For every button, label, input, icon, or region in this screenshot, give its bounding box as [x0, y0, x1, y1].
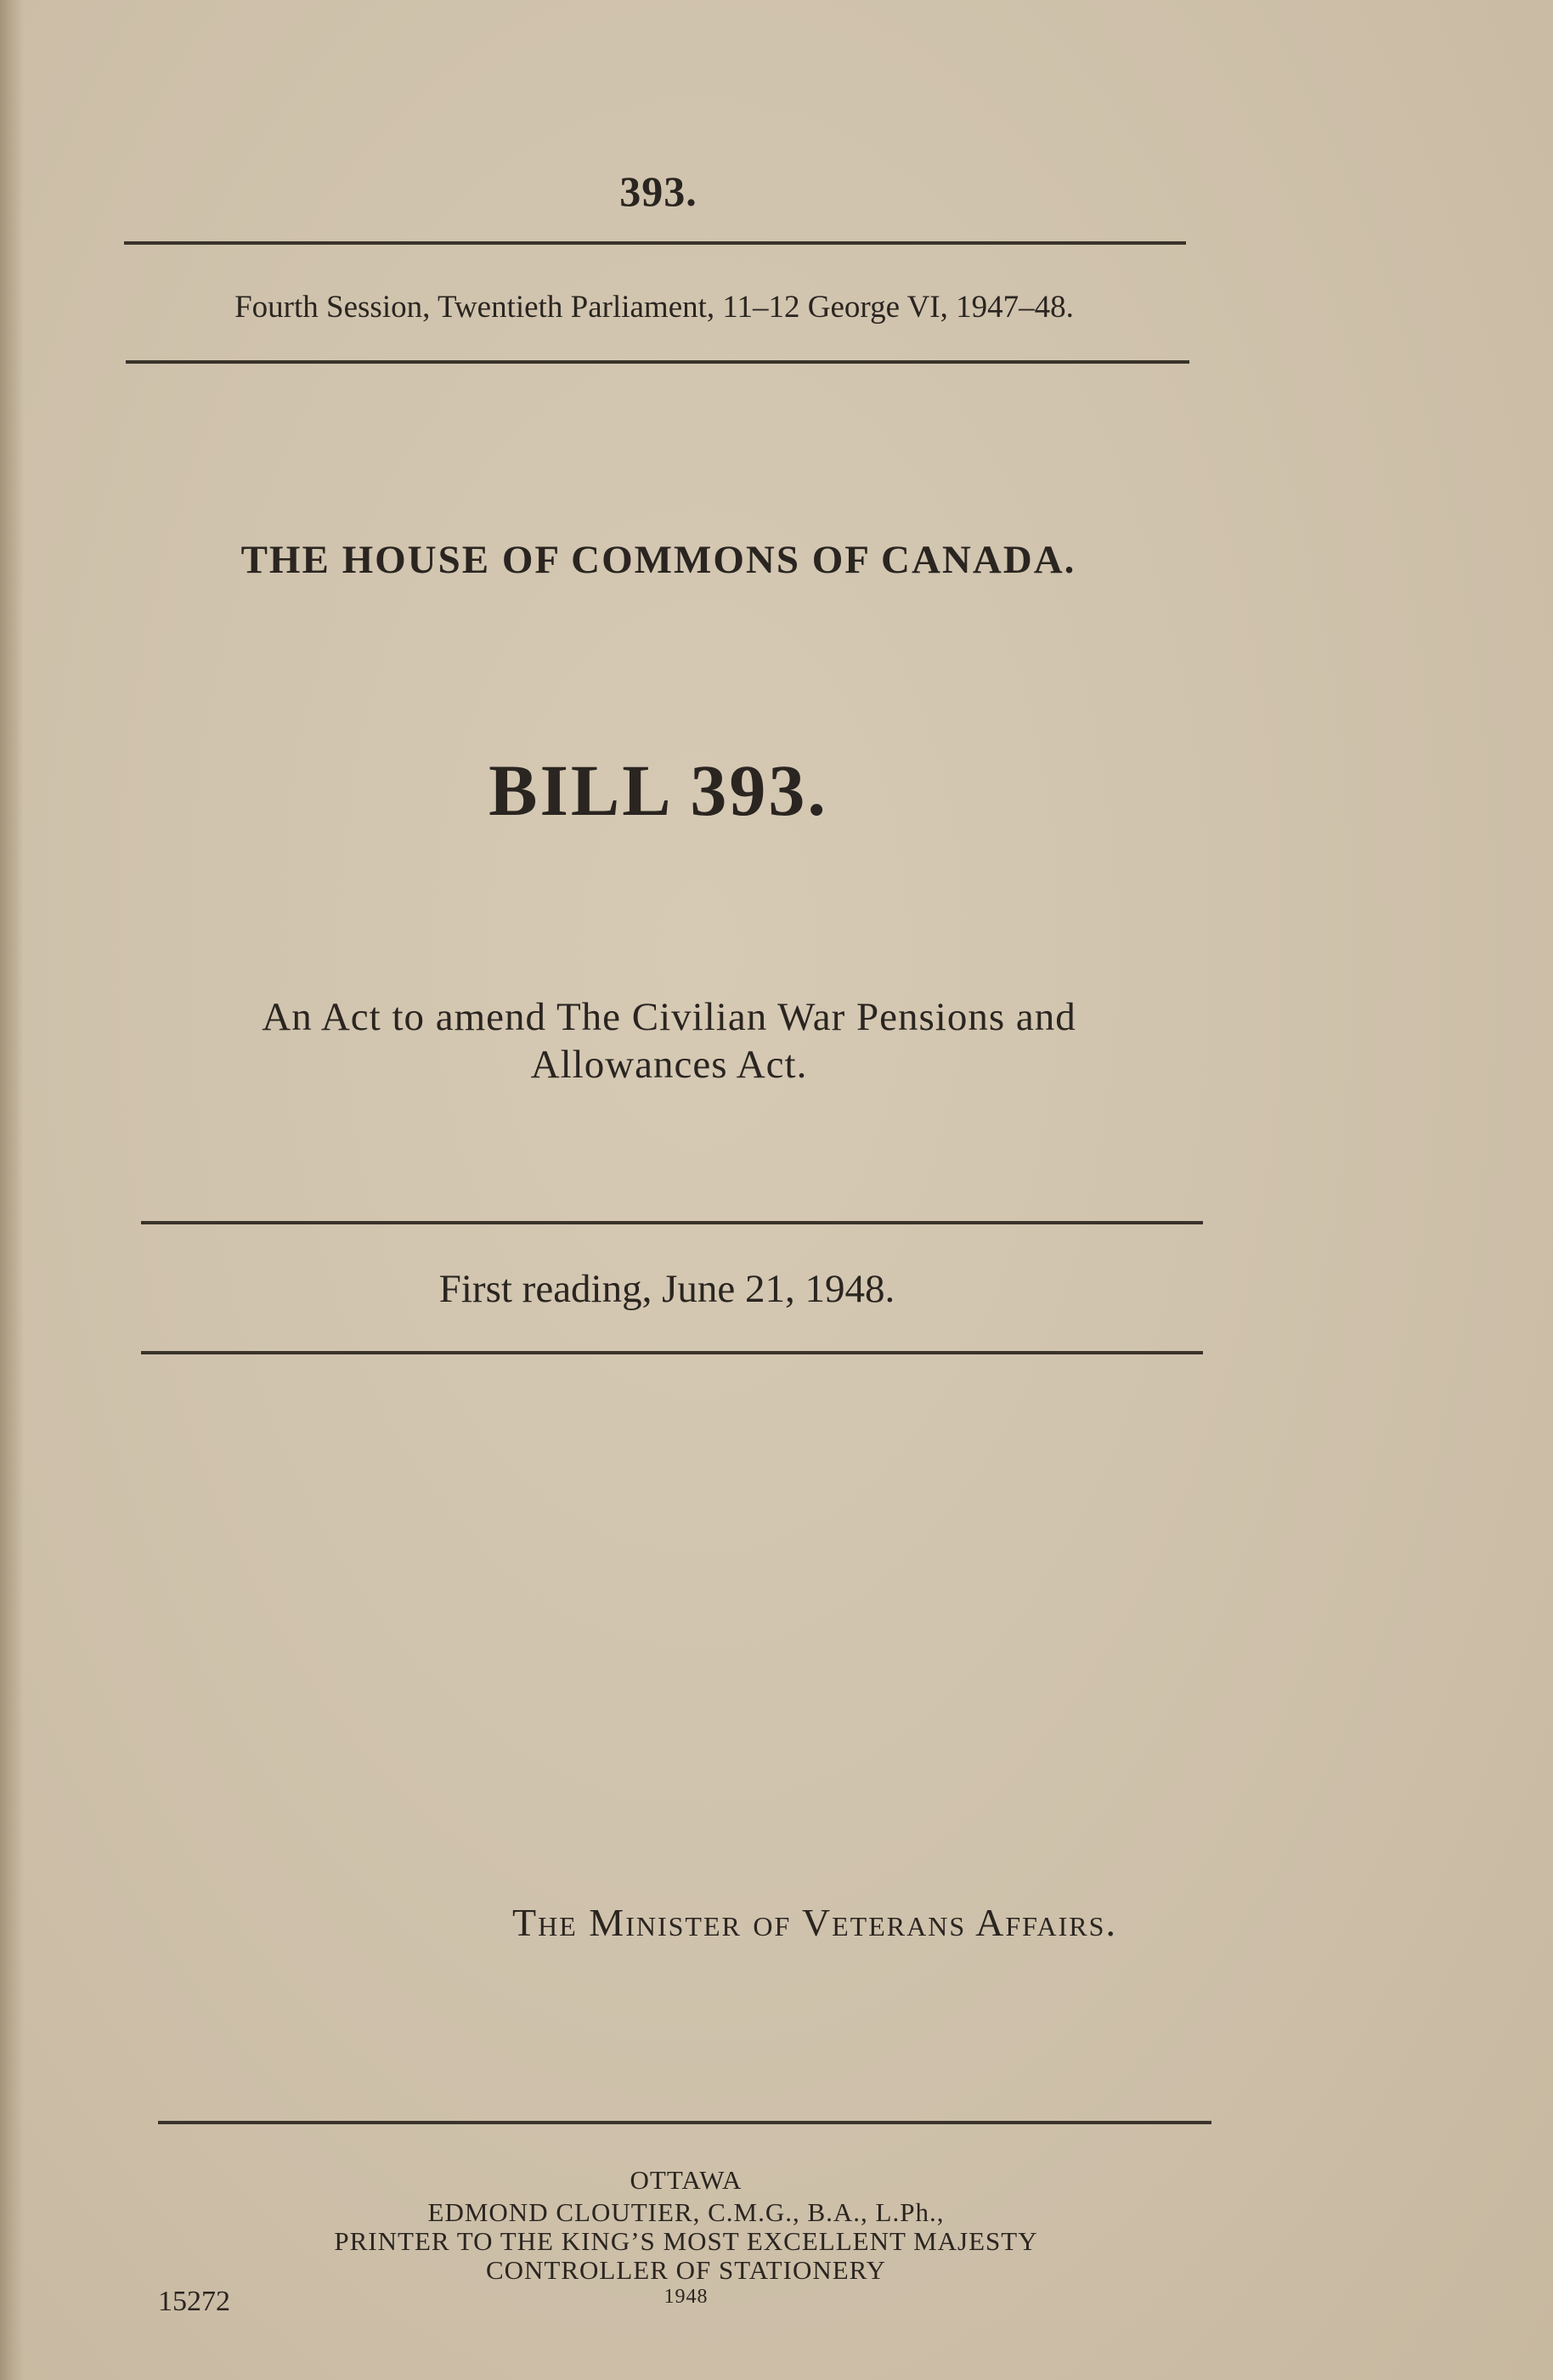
- house-heading: THE HOUSE OF COMMONS OF CANADA.: [240, 538, 1076, 582]
- minister-line: The Minister of Veterans Affairs.: [512, 1901, 1117, 1944]
- page-edge-shadow: [0, 0, 24, 2380]
- reading-rule-upper: [141, 1221, 1203, 1224]
- session-line: Fourth Session, Twentieth Parliament, 11–12 George VI, 1947–48.: [234, 290, 1074, 325]
- page-number: 393.: [619, 167, 697, 215]
- imprint-year: 1948: [664, 2286, 709, 2308]
- first-reading-line: First reading, June 21, 1948.: [438, 1267, 895, 1311]
- imprint-city: OTTAWA: [630, 2165, 743, 2195]
- bill-title: BILL 393.: [488, 749, 828, 831]
- imprint-printer-title: PRINTER TO THE KING’S MOST EXCELLENT MAJESTY: [334, 2226, 1038, 2256]
- reading-rule-lower: [141, 1351, 1203, 1354]
- imprint-rule: [158, 2121, 1211, 2124]
- imprint-controller: CONTROLLER OF STATIONERY: [485, 2255, 887, 2285]
- top-rule-upper: [124, 241, 1186, 245]
- act-title-line: Allowances Act.: [530, 1043, 808, 1087]
- top-rule-lower: [126, 360, 1189, 364]
- act-title-line: An Act to amend The Civilian War Pensions and: [262, 995, 1076, 1039]
- print-number: 15272: [158, 2286, 230, 2317]
- imprint-printer-name: EDMOND CLOUTIER, C.M.G., B.A., L.Ph.,: [427, 2197, 945, 2227]
